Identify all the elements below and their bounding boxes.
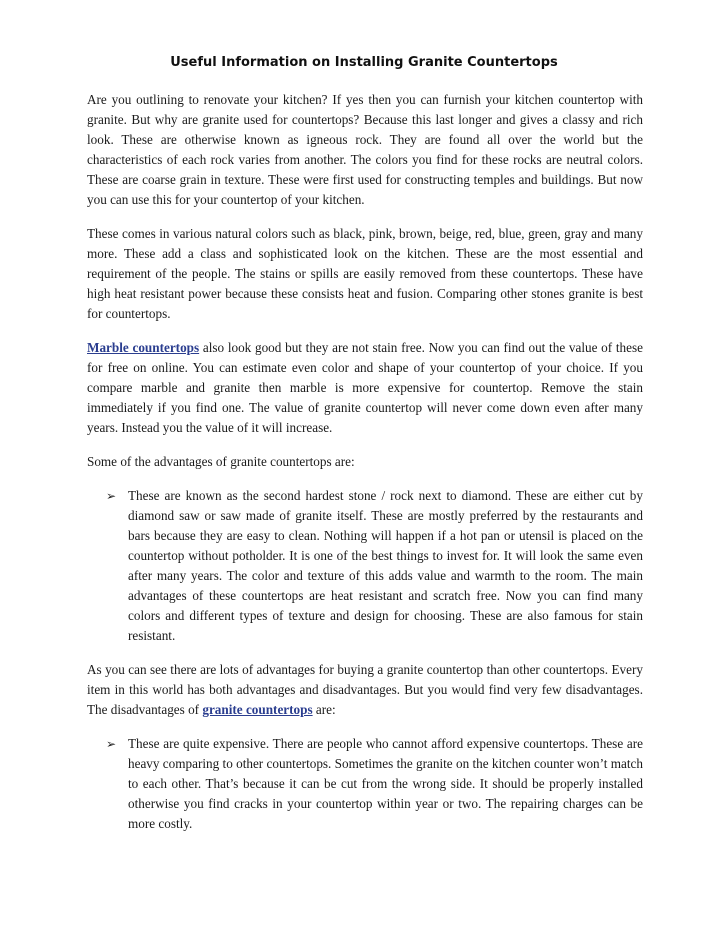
paragraph-disadvantages-intro: [87, 660, 643, 720]
paragraph-intro: Are you outlining to renovate your kitchen? If yes then you can furnish your kitchen countertop with granite. But why are granite used for countertops? Because this last longer and gives a classy and rich look. These are otherwise known as igneous rock. They are found all over the world but the characteristics of each rock varies from another. The colors you find for these rocks are neutral colors. These are coarse grain in texture. These were first used for constructing temples and buildings. But now you can use this for your countertop of your kitchen.: [87, 92, 643, 207]
list-item: [87, 486, 643, 646]
document-body: [87, 90, 643, 848]
disadvantages-list: [87, 734, 643, 834]
disadvantage-text: These are quite expensive. There are people who cannot afford expensive countertops. These are heavy comparing to other countertops. Sometimes the granite on the kitchen counter won’t match to each other. That’s because it can be cut from the wrong side. It should be properly installed otherwise you find cracks in your countertop within year or two. The repairing charges can be more costly.: [128, 736, 643, 831]
marble-countertops-link[interactable]: Marble countertops: [87, 340, 200, 355]
page-title: Useful Information on Installing Granite Countertops: [170, 55, 558, 70]
advantage-text: These are known as the second hardest stone / rock next to diamond. These are either cut by diamond saw or saw made of granite itself. These are mostly preferred by the restaurants and bars because they are easy to clean. Nothing will happen if a hot pan or utensil is placed on the countertop without potholder. It is one of the best things to invest for. It will look the same even after many years. The color and texture of this adds value and warmth to the room. The main advantages of these countertops are heat resistant and scratch free. Now you can find many colors and different types of texture and design for choosing. These are also famous for stain resistant.: [128, 488, 643, 643]
paragraph-marble: [87, 338, 643, 438]
list-item: [87, 734, 643, 834]
paragraph-disadvantages-end: are:: [312, 702, 336, 717]
advantages-list: [87, 486, 643, 646]
paragraph-disadvantages-text: As you can see there are lots of advantages for buying a granite countertop than other countertops. Every item in this world has both advantages and disadvantages. But you would find very few disadvantages. The disadvantages of: [87, 662, 643, 717]
paragraph-colors: These comes in various natural colors such as black, pink, brown, beige, red, blue, green, gray and many more. These add a class and sophisticated look on the kitchen. These are the most essential and requirement of the people. The stains or spills are easily removed from these countertops. These have high heat resistant power because these consists heat and fusion. Comparing other stones granite is best for countertops.: [87, 226, 643, 321]
paragraph-advantages-intro: Some of the advantages of granite countertops are:: [87, 454, 355, 469]
granite-countertops-link[interactable]: granite countertops: [202, 702, 313, 717]
arrowhead-bullet-icon: ➢: [106, 489, 117, 503]
arrowhead-bullet-icon: ➢: [106, 737, 117, 751]
paragraph-marble-text: also look good but they are not stain free. Now you can find out the value of these for free on online. You can estimate even color and shape of your countertop of your choice. If you compare marble and granite then marble is more expensive for countertop. Remove the stain immediately if you find one. The value of granite countertop will never come down even after many years. Instead you the value of it will increase.: [87, 340, 643, 435]
